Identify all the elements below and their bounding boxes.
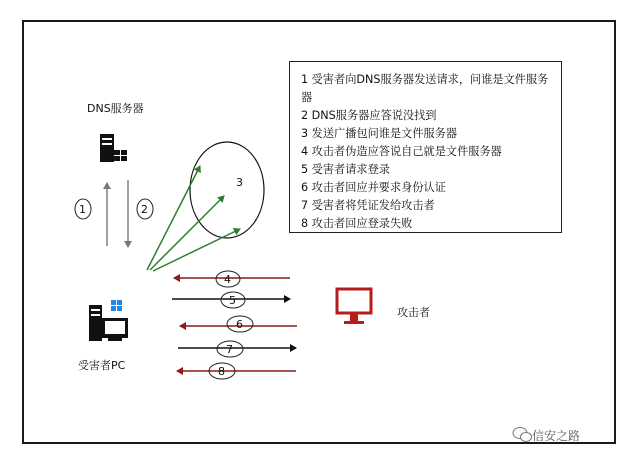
step-7: 7 受害者将凭证发给攻击者 [301, 199, 435, 212]
marker-1 [75, 199, 91, 219]
broadcast-arrow-3 [153, 229, 240, 271]
step-5: 5 受害者请求登录 [301, 163, 390, 176]
svg-text:7: 7 [226, 343, 233, 356]
marker-6 [227, 316, 253, 332]
svg-text:6: 6 [236, 318, 243, 331]
marker-3: 3 [236, 176, 243, 189]
marker-2 [137, 199, 153, 219]
dns-server-label: DNS服务器 [87, 102, 144, 115]
attacker-label: 攻击者 [397, 306, 430, 319]
svg-text:5: 5 [229, 294, 236, 307]
marker-5 [221, 292, 245, 308]
svg-text:1: 1 [79, 203, 86, 216]
monitor-icon [337, 289, 371, 324]
victim-pc-label: 受害者PC [78, 359, 126, 372]
broadcast-arrow-1 [147, 166, 200, 270]
step-8: 8 攻击者回应登录失败 [301, 217, 413, 230]
marker-7 [217, 341, 243, 357]
step-3: 3 发送广播包问谁是文件服务器 [301, 127, 458, 140]
broadcast-domain-ellipse [190, 142, 264, 238]
broadcast-arrow-2 [150, 196, 224, 270]
steps-legend-box [289, 61, 562, 233]
server-icon [100, 134, 127, 162]
svg-text:2: 2 [141, 203, 148, 216]
step-6: 6 攻击者回应并要求身份认证 [301, 181, 446, 194]
watermark-text: 信安之路 [532, 429, 581, 443]
step-4: 4 攻击者伪造应答说自己就是文件服务器 [301, 145, 502, 158]
step-1: 1 受害者向DNS服务器发送请求，问谁是文件服务器 [301, 73, 549, 104]
svg-text:8: 8 [218, 365, 225, 378]
marker-4 [216, 271, 240, 287]
step-2: 2 DNS服务器应答说没找到 [301, 109, 437, 122]
wechat-icon [513, 428, 532, 442]
svg-text:4: 4 [224, 273, 231, 286]
windows-pc-icon [89, 300, 128, 341]
